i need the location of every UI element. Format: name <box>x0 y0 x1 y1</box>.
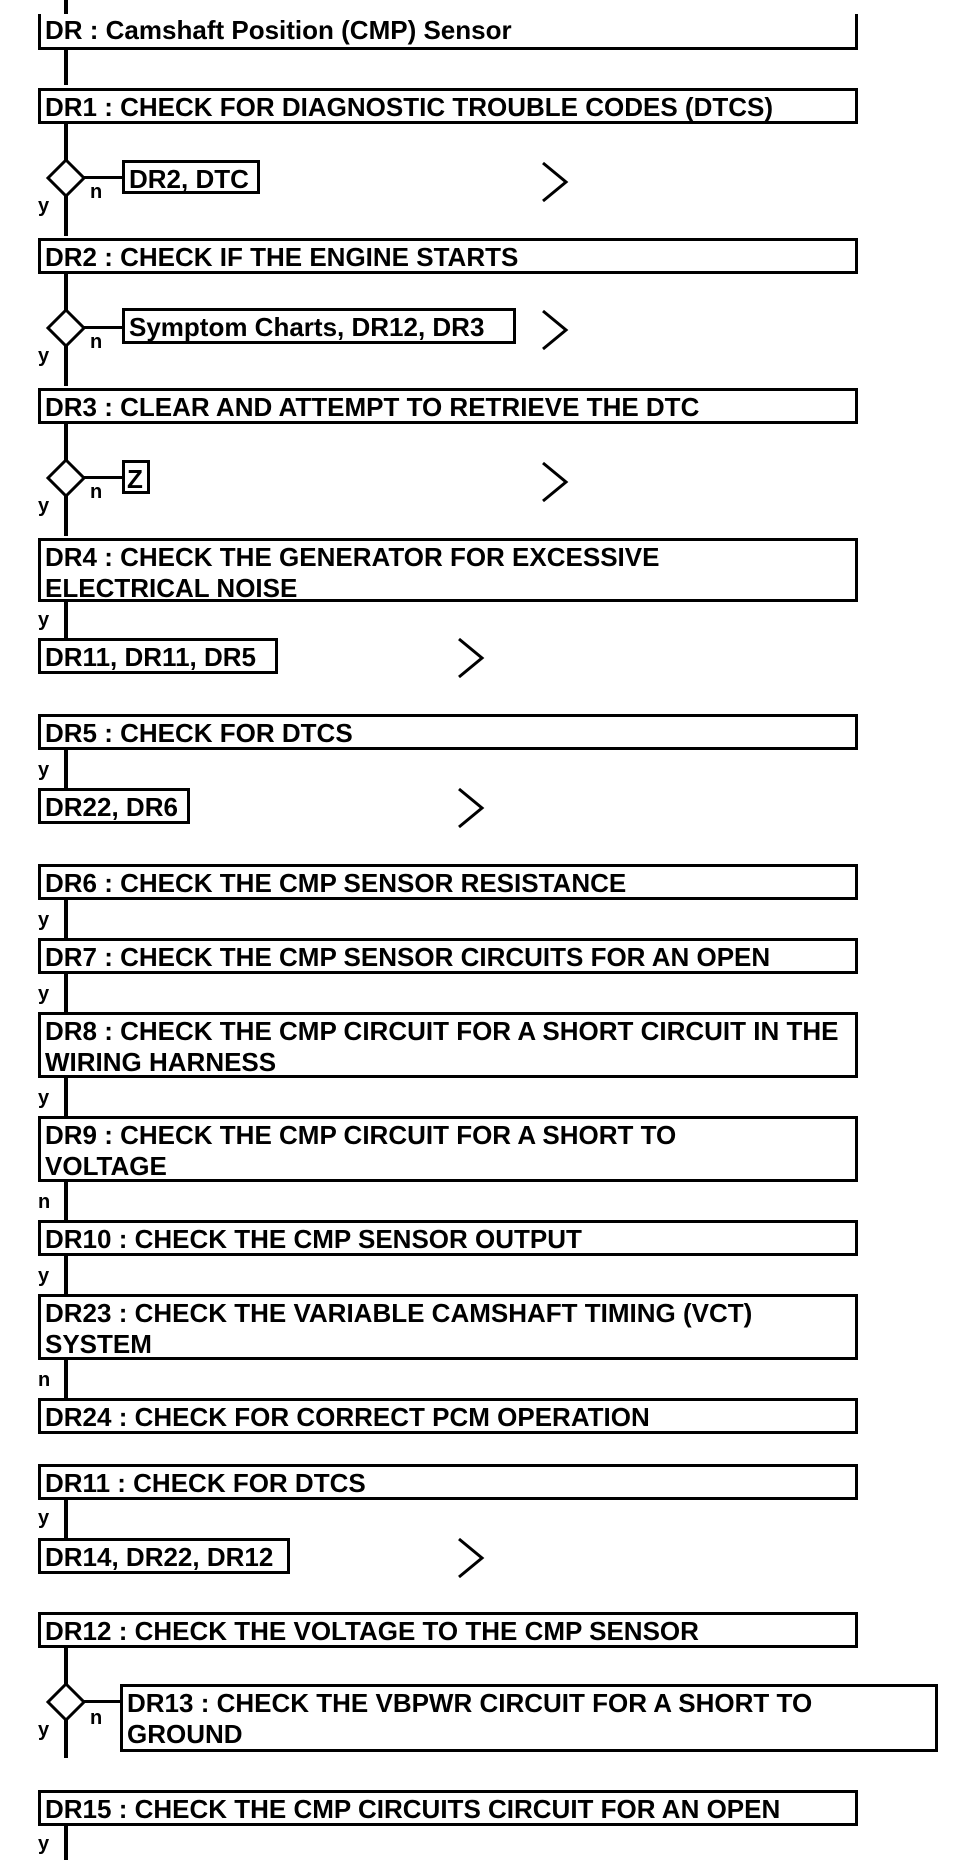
continue-chevron-icon <box>540 308 570 352</box>
no-label: n <box>90 481 103 503</box>
yes-label: y <box>38 1265 50 1287</box>
step-dr4: DR4 : CHECK THE GENERATOR FOR EXCESSIVE ELECTRICAL NOISE <box>38 538 858 602</box>
step-dr15: DR15 : CHECK THE CMP CIRCUITS CIRCUIT FOR AN OPEN <box>38 1790 858 1826</box>
continue-chevron-icon <box>456 786 486 830</box>
yes-label: y <box>38 609 50 631</box>
connector-line <box>64 972 68 1012</box>
continue-chevron-icon <box>540 160 570 204</box>
target-dr2-no: Symptom Charts, DR12, DR3 <box>122 308 516 344</box>
connector-line <box>64 1180 68 1220</box>
connector-line <box>64 598 68 638</box>
step-dr9: DR9 : CHECK THE CMP CIRCUIT FOR A SHORT TO VOLTAGE <box>38 1116 858 1182</box>
step-dr23: DR23 : CHECK THE VARIABLE CAMSHAFT TIMING (VCT) SYSTEM <box>38 1294 858 1360</box>
connector-line <box>64 55 68 85</box>
target-dr3-no: Z <box>122 460 150 494</box>
continue-chevron-icon <box>456 1536 486 1580</box>
no-branch-line <box>84 326 124 329</box>
decision-diamond <box>46 158 86 198</box>
yes-label: y <box>38 1507 50 1529</box>
target-dr11-yes: DR14, DR22, DR12 <box>38 1538 290 1574</box>
connector-line <box>64 898 68 938</box>
step-dr13: DR13 : CHECK THE VBPWR CIRCUIT FOR A SHORT TO GROUND <box>120 1684 938 1752</box>
step-dr8: DR8 : CHECK THE CMP CIRCUIT FOR A SHORT CIRCUIT IN THE WIRING HARNESS <box>38 1012 858 1078</box>
yes-label: y <box>38 1087 50 1109</box>
continue-chevron-icon <box>540 460 570 504</box>
target-dr5-yes: DR22, DR6 <box>38 788 190 824</box>
no-label: n <box>38 1369 51 1391</box>
decision-diamond <box>46 458 86 498</box>
yes-label: y <box>38 759 50 781</box>
step-dr7: DR7 : CHECK THE CMP SENSOR CIRCUITS FOR AN OPEN <box>38 938 858 974</box>
yes-label: y <box>38 1833 50 1855</box>
no-branch-line <box>84 1700 124 1703</box>
step-dr6: DR6 : CHECK THE CMP SENSOR RESISTANCE <box>38 864 858 900</box>
yes-label: y <box>38 495 50 517</box>
target-dr1-no: DR2, DTC <box>122 160 260 194</box>
yes-label: y <box>38 909 50 931</box>
step-dr24: DR24 : CHECK FOR CORRECT PCM OPERATION <box>38 1398 858 1434</box>
decision-diamond <box>46 1682 86 1722</box>
connector-line <box>64 1358 68 1398</box>
no-label: n <box>38 1191 51 1213</box>
step-dr10: DR10 : CHECK THE CMP SENSOR OUTPUT <box>38 1220 858 1256</box>
continue-chevron-icon <box>456 636 486 680</box>
yes-label: y <box>38 345 50 367</box>
connector-line <box>64 1498 68 1538</box>
yes-label: y <box>38 1719 50 1741</box>
step-dr3: DR3 : CLEAR AND ATTEMPT TO RETRIEVE THE DTC <box>38 388 858 424</box>
yes-label: y <box>38 195 50 217</box>
step-dr12: DR12 : CHECK THE VOLTAGE TO THE CMP SENSOR <box>38 1612 858 1648</box>
decision-diamond <box>46 308 86 348</box>
target-dr4-yes: DR11, DR11, DR5 <box>38 638 278 674</box>
no-label: n <box>90 331 103 353</box>
connector-line <box>64 748 68 788</box>
no-branch-line <box>84 476 124 479</box>
connector-line <box>64 1254 68 1294</box>
no-branch-line <box>84 176 124 179</box>
step-dr5: DR5 : CHECK FOR DTCS <box>38 714 858 750</box>
step-dr1: DR1 : CHECK FOR DIAGNOSTIC TROUBLE CODES (DTCS) <box>38 88 858 124</box>
chart-title: DR : Camshaft Position (CMP) Sensor <box>38 14 858 50</box>
step-dr11: DR11 : CHECK FOR DTCS <box>38 1464 858 1500</box>
no-label: n <box>90 181 103 203</box>
step-dr2: DR2 : CHECK IF THE ENGINE STARTS <box>38 238 858 274</box>
yes-label: y <box>38 983 50 1005</box>
no-label: n <box>90 1707 103 1729</box>
